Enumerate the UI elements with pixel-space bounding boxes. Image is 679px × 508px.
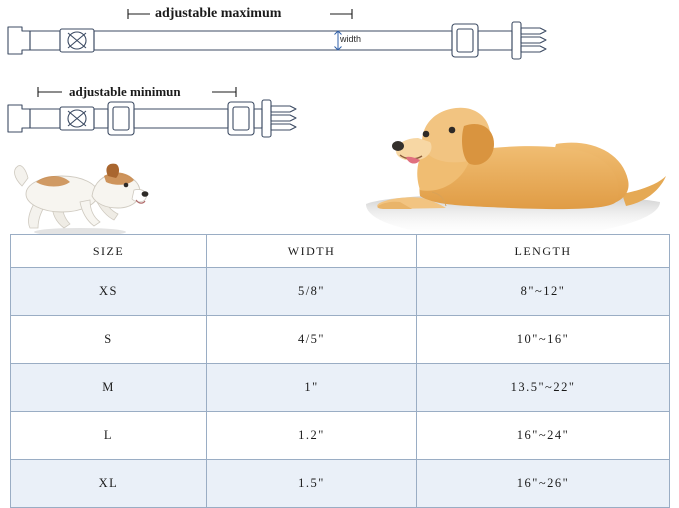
- cell-size: M: [11, 364, 207, 412]
- cell-width: 1.5": [207, 460, 417, 508]
- cell-size: S: [11, 316, 207, 364]
- cell-length: 16"~26": [417, 460, 670, 508]
- cell-width: 5/8": [207, 268, 417, 316]
- cell-length: 10"~16": [417, 316, 670, 364]
- width-label: width: [340, 34, 362, 44]
- table-row: [11, 268, 670, 316]
- column-header-width: WIDTH: [207, 235, 417, 268]
- adjustable-minimum-label: adjustable minimun: [69, 84, 181, 99]
- size-chart-table: [10, 234, 670, 508]
- adjustable-maximum-label: adjustable maximum: [155, 6, 282, 21]
- table-row: [11, 316, 670, 364]
- lying-golden-retriever-icon: [360, 98, 670, 243]
- collar-min-diagram: [8, 100, 296, 137]
- cell-width: 1": [207, 364, 417, 412]
- table-header-row: [11, 235, 670, 268]
- collar-max-diagram: [8, 22, 546, 59]
- cell-width: 4/5": [207, 316, 417, 364]
- cell-length: 8"~12": [417, 268, 670, 316]
- running-jack-russell-icon: [8, 156, 148, 238]
- column-header-length: LENGTH: [417, 235, 670, 268]
- cell-size: XL: [11, 460, 207, 508]
- cell-size: XS: [11, 268, 207, 316]
- table-row: [11, 460, 670, 508]
- cell-size: L: [11, 412, 207, 460]
- column-header-size: SIZE: [11, 235, 207, 268]
- table-row: [11, 412, 670, 460]
- cell-width: 1.2": [207, 412, 417, 460]
- cell-length: 13.5"~22": [417, 364, 670, 412]
- table-row: [11, 364, 670, 412]
- cell-length: 16"~24": [417, 412, 670, 460]
